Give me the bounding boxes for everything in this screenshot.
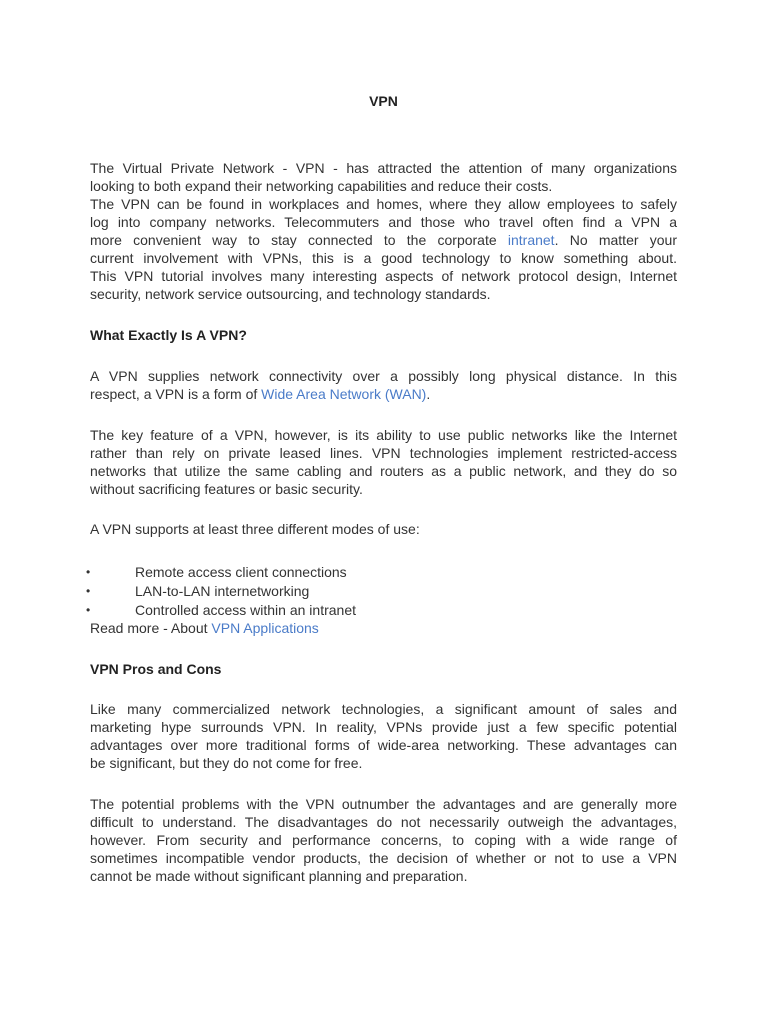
list-item-label: Remote access client connections [135,564,347,580]
text-line: looking to both expand their networking capabilities and reduce their costs. [90,178,553,194]
paragraph [90,795,677,885]
list-item [0,601,356,620]
section-heading-what-is-vpn: What Exactly Is A VPN? [90,327,247,343]
list-item [0,563,356,582]
text-line: networks that utilize the same cabling and routers as a public network, and they do so [90,463,677,479]
text-line: sometimes incompatible vendor products, the decision of whether or not to use a VPN [90,850,677,866]
text-line: without sacrificing features or basic security. [90,481,363,497]
text-line [90,385,677,403]
modes-list [0,563,356,620]
vpn-applications-link[interactable]: VPN Applications [211,620,319,636]
text-segment: . [426,386,431,402]
text-line: log into company networks. Telecommuters and those who travel often find a VPN a [90,214,677,230]
list-item-label: Controlled access within an intranet [135,602,357,618]
text-line: The key feature of a VPN, however, is its ability to use public networks like the Internet [90,427,677,443]
text-line: This VPN tutorial involves many interesting aspects of network protocol design, Internet [90,268,677,284]
bullet-icon: • [86,584,91,598]
text-line: cannot be made without significant planning and preparation. [90,868,468,884]
text-line: be significant, but they do not come for free. [90,755,363,771]
list-item-label: LAN-to-LAN internetworking [135,583,310,599]
paragraph [90,520,677,538]
section-heading-pros-cons: VPN Pros and Cons [90,661,222,677]
intro-paragraph [90,159,677,303]
paragraph [90,367,677,403]
text-line [90,619,677,637]
text-segment: Read more - About [90,620,212,636]
bullet-icon: • [86,603,91,617]
text-line: advantages over more traditional forms of wide-area networking. These advantages can [90,737,677,753]
text-line [90,231,677,249]
text-line: The Virtual Private Network - VPN - has attracted the attention of many organizations [90,160,677,176]
text-line: security, network service outsourcing, and technology standards. [90,286,491,302]
text-line: A VPN supports at least three different modes of use: [90,521,420,537]
text-line: current involvement with VPNs, this is a good technology to know something about. [90,250,677,266]
text-line: however. From security and performance concerns, to coping with a wide range of [90,832,677,848]
paragraph [90,426,677,498]
text-line: The potential problems with the VPN outnumber the advantages and are generally more [90,796,677,812]
page-title: VPN [369,93,398,109]
text-line: difficult to understand. The disadvantages do not necessarily outweigh the advantages, [90,814,677,830]
text-line: A VPN supplies network connectivity over a possibly long physical distance. In this [90,368,677,384]
wan-link[interactable]: Wide Area Network (WAN) [261,386,427,402]
text-line: rather than rely on private leased lines. VPN technologies implement restricted-access [90,445,677,461]
list-item [0,582,356,601]
read-more-line [90,619,677,637]
text-line: marketing hype surrounds VPN. In reality, VPNs provide just a few specific potential [90,719,677,735]
text-segment: respect, a VPN is a form of [90,386,262,402]
intranet-link[interactable]: intranet [507,232,555,248]
paragraph [90,700,677,772]
text-segment: . No matter your [554,232,677,248]
bullet-icon: • [86,565,91,579]
text-segment: more convenient way to stay connected to the corporate [90,232,508,248]
text-line: The VPN can be found in workplaces and homes, where they allow employees to safely [90,196,677,212]
text-line: Like many commercialized network technologies, a significant amount of sales and [90,701,677,717]
